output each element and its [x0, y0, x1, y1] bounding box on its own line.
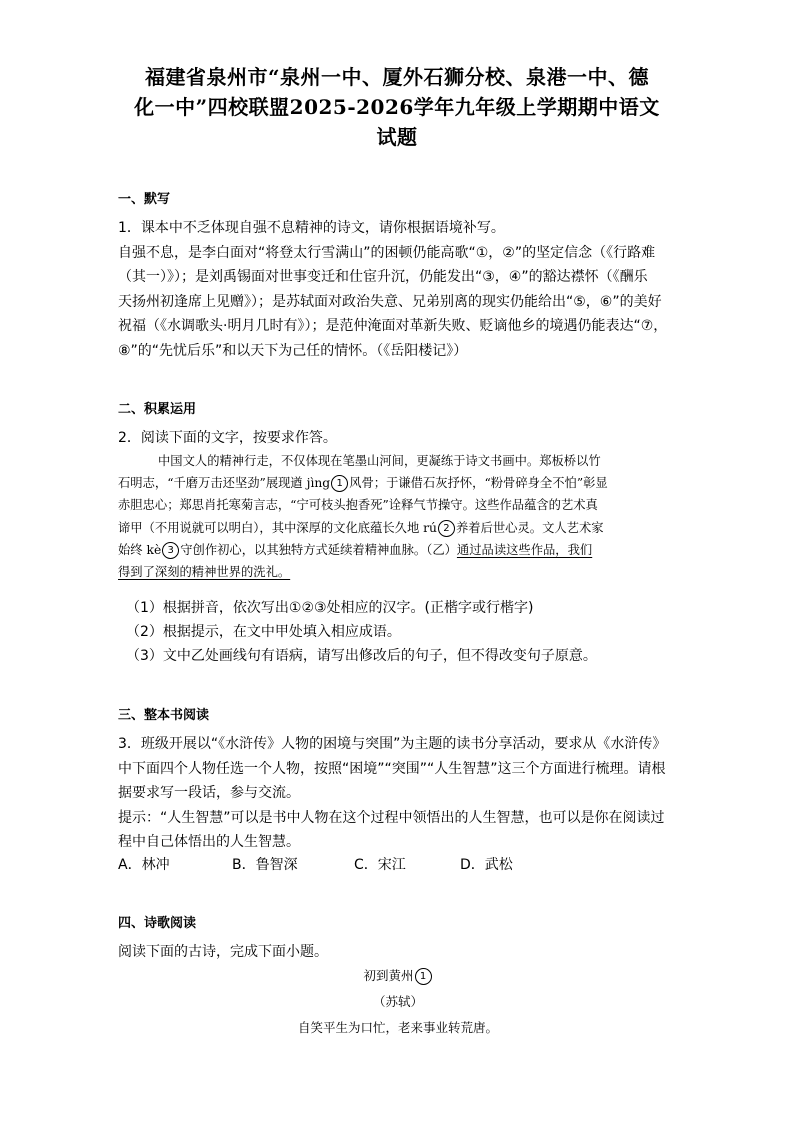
question-1-line: 祝福（《水调歌头·明月几时有》）；是范仲淹面对革新失败、贬谪他乡的境遇仍能表达“⑦，: [118, 318, 668, 334]
passage-text: 谛甲（不用说就可以明白），其中深厚的文化底蕴长久地 rú: [118, 520, 437, 535]
poem-title: [118, 966, 678, 985]
passage-line: 赤胆忠心；郑思肖托寒菊言志，“宁可枝头抱香死”诠释气节操守。这些作品蕴含的艺术真: [118, 498, 598, 513]
question-1-line: ⑧”的“先忧后乐”和以天下为己任的情怀。（《岳阳楼记》）: [118, 342, 468, 359]
question-1-stem: 1．课本中不乏体现自强不息精神的诗文，请你根据语境补写。: [118, 220, 505, 236]
passage-text: 守创作初心，以其独特方式延续着精神血脉。（乙）: [180, 542, 457, 557]
poem-title-text: 初到黄州: [363, 968, 414, 983]
poem-line-1: 自笑平生为口忙，老来事业转荒唐。: [297, 1020, 498, 1035]
passage-line: 中国文人的精神行走，不仅体现在笔墨山河间，更凝练于诗文书画中。郑板桥以竹: [158, 454, 601, 468]
passage-text: 始终 kè: [118, 542, 162, 557]
option-a: A．林冲: [118, 857, 170, 873]
section-heading-2: 二、积累运用: [118, 402, 197, 417]
sub-question-3: （3）文中乙处画线句有语病，请写出修改后的句子，但不得改变句子原意。: [126, 648, 597, 664]
blank-marker-3: 3: [162, 542, 179, 559]
blank-marker-2: 2: [438, 520, 455, 537]
passage-text: 石明志，“千磨万击还坚劲”展现遒 jìng: [118, 476, 331, 491]
page-title: [118, 62, 676, 152]
question-2-stem: 2．阅读下面的文字，按要求作答。: [118, 430, 337, 446]
section-heading-1: 一、默写: [118, 192, 171, 207]
question-3-line: 中下面四个人物任选一个人物，按照“困境”“突围”“人生智慧”这三个方面进行梳理。请根: [118, 760, 666, 777]
question-3: [118, 732, 678, 855]
question-1-line: （其一）》）；是刘禹锡面对世事变迁和仕宦升沉，仍能发出“③，④”的豁达襟怀（《酬乐: [118, 269, 648, 285]
blank-marker-1: 1: [331, 475, 348, 492]
question-1-line: 天扬州初逢席上见赠》）；是苏轼面对政治失意、兄弟别离的现实仍能给出“⑤，⑥”的美好: [118, 293, 662, 310]
question-3-line: 提示：“人生智慧”可以是书中人物在这个过程中领悟出的人生智慧，也可以是你在阅读过: [118, 809, 665, 826]
question-3-line: 据要求写一段话，参与交流。: [118, 785, 300, 801]
section-heading-3: 三、整本书阅读: [118, 708, 210, 723]
passage-text: 风骨；于谦借石灰抒怀，“粉骨碎身全不怕”彰显: [349, 476, 608, 491]
question-3-line: 程中自己体悟出的人生智慧。: [118, 834, 300, 850]
section-heading-4: 四、诗歌阅读: [118, 916, 197, 931]
title-line-1: 福建省泉州市“泉州一中、厦外石狮分校、泉港一中、德: [144, 65, 649, 89]
sub-question-1: （1）根据拼音，依次写出①②③处相应的汉字。(正楷字或行楷字): [126, 600, 534, 616]
title-line-3: 试题: [376, 125, 418, 149]
question-3-line: 3．班级开展以“《水浒传》人物的困境与突围”为主题的读书分享活动，要求从《水浒传》: [118, 736, 667, 752]
question-1-line: 自强不息，是李白面对“将登太行雪满山”的困顿仍能高歌“①，②”的坚定信念（《行路难: [118, 244, 656, 261]
underlined-sentence: 通过品读这些作品，我们: [456, 542, 593, 557]
option-b: B．鲁智深: [232, 857, 298, 873]
annotation-marker: 1: [415, 968, 432, 985]
poem-author: （苏轼）: [372, 994, 423, 1009]
question-1: [118, 216, 678, 363]
option-c: C．宋江: [354, 857, 406, 873]
passage-line: [118, 539, 678, 561]
passage-line: [118, 517, 678, 539]
passage-line: [118, 472, 678, 494]
title-line-2: 化一中”四校联盟2025-2026学年九年级上学期期中语文: [134, 95, 660, 119]
underlined-sentence: 得到了深刻的精神世界的洗礼。: [118, 565, 291, 580]
question-4-stem: 阅读下面的古诗，完成下面小题。: [118, 944, 328, 960]
option-d: D．武松: [460, 857, 513, 873]
sub-question-2: （2）根据提示，在文中甲处填入相应成语。: [126, 624, 401, 640]
reading-passage: [118, 450, 678, 583]
passage-text: 养着后世心灵。文人艺术家: [455, 520, 604, 535]
